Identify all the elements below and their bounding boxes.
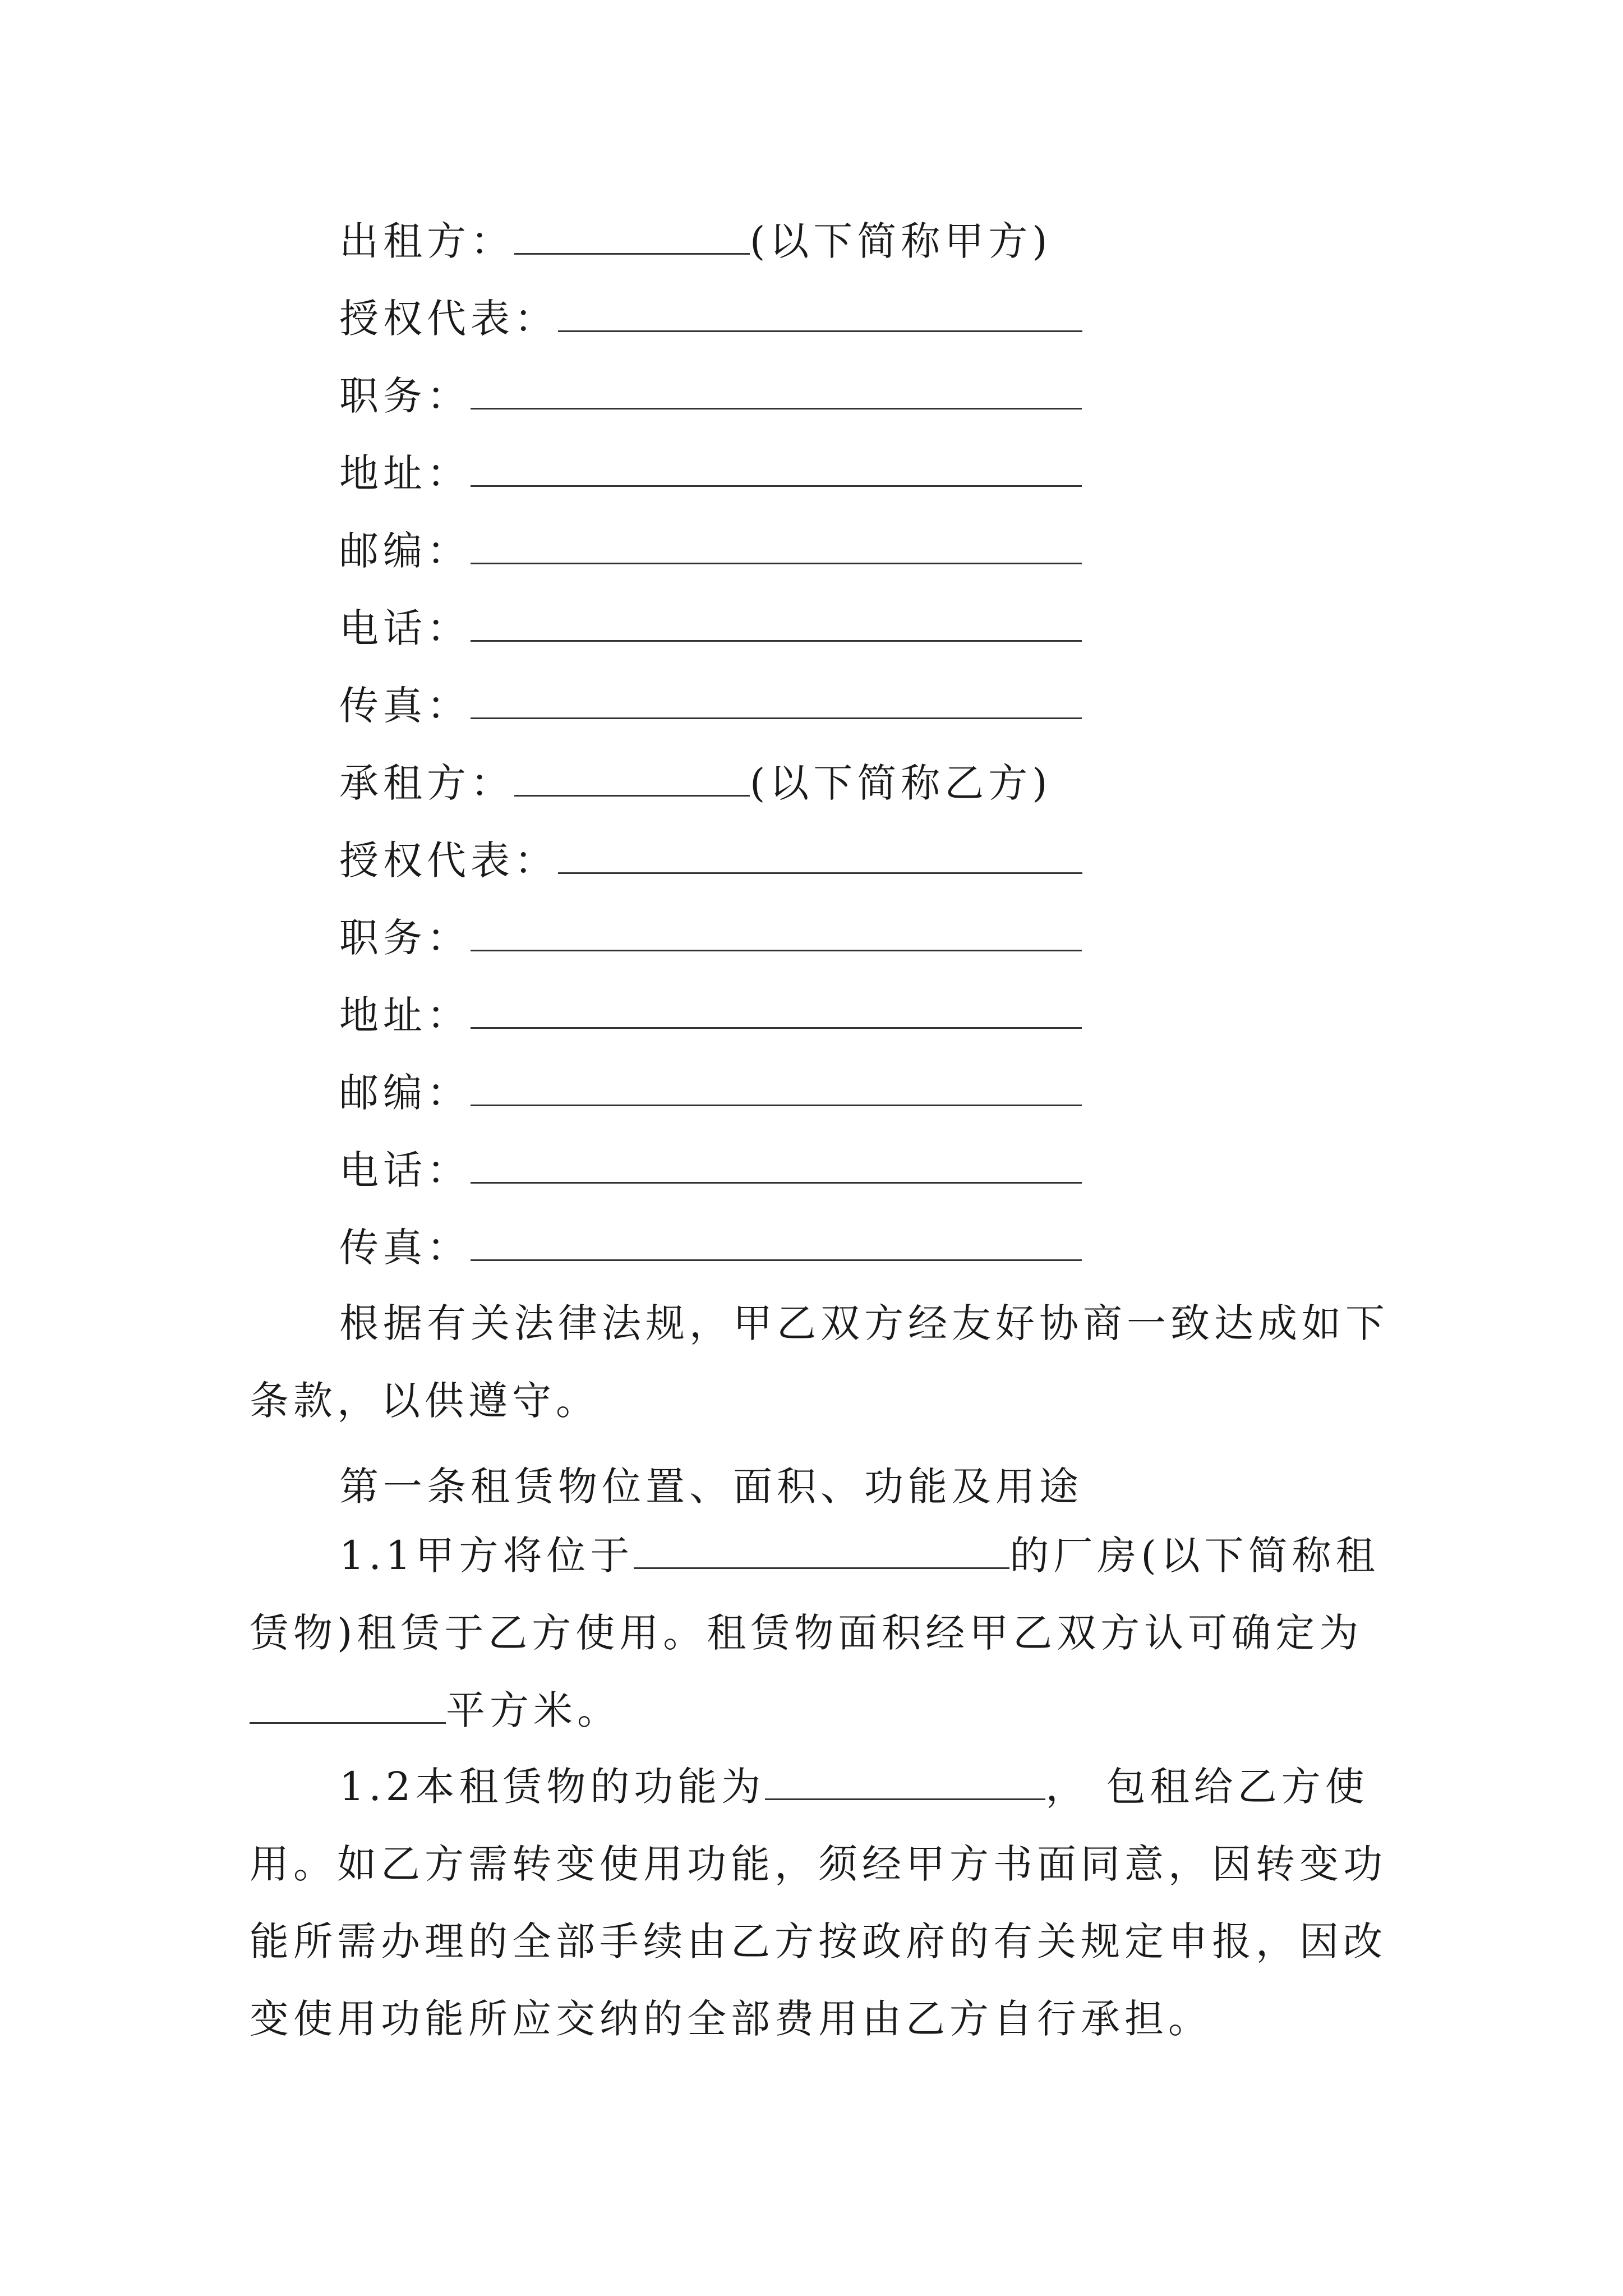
lessor-line — [339, 213, 1052, 269]
lessor-fax-line — [339, 678, 1082, 734]
lessee-name-blank[interactable] — [514, 761, 750, 797]
lessor-phone-line — [339, 600, 1082, 656]
clause-1-1-part3: 平方米。 — [446, 1687, 621, 1733]
field-label: 职务： — [339, 373, 471, 419]
lessor-name-blank[interactable] — [514, 219, 750, 255]
field-blank[interactable] — [471, 452, 1082, 487]
lessor-suffix: (以下简称甲方) — [750, 218, 1052, 264]
clause-1-1-part2: 的厂房(以下简称租赁物)租赁于乙方使用。租赁物面积经甲乙双方认可确定为 — [250, 1533, 1380, 1656]
field-label: 电话： — [339, 605, 471, 651]
lessee-postcode-line — [339, 1065, 1082, 1121]
field-blank[interactable] — [471, 529, 1082, 564]
lessee-representative-line — [339, 832, 1082, 889]
lessee-phone-line — [339, 1142, 1082, 1198]
intro-paragraph: 根据有关法律法规，甲乙双方经友好协商一致达成如下条款，以供遵守。 — [250, 1300, 1389, 1424]
area-blank[interactable] — [250, 1687, 446, 1724]
field-label: 授权代表： — [339, 838, 558, 884]
lessor-label: 出租方： — [339, 218, 514, 264]
field-label: 地址： — [339, 992, 471, 1038]
field-blank[interactable] — [471, 993, 1082, 1029]
lessee-suffix: (以下简称乙方) — [750, 760, 1052, 806]
clause-1-2-part1: 1.2本租赁物的功能为 — [339, 1764, 766, 1810]
field-label: 电话： — [339, 1147, 471, 1193]
lessor-position-line — [339, 368, 1082, 424]
field-label: 授权代表： — [339, 296, 558, 342]
field-blank[interactable] — [471, 606, 1082, 642]
field-blank[interactable] — [471, 1226, 1082, 1261]
field-label: 职务： — [339, 915, 471, 961]
field-label: 传真： — [339, 683, 471, 729]
field-blank[interactable] — [558, 839, 1082, 874]
field-label: 邮编： — [339, 528, 471, 574]
field-label: 邮编： — [339, 1070, 471, 1116]
location-blank[interactable] — [634, 1533, 1009, 1569]
field-blank[interactable] — [471, 374, 1082, 409]
lessee-position-line — [339, 910, 1082, 966]
lessee-fax-line — [339, 1220, 1082, 1276]
function-blank[interactable] — [765, 1764, 1045, 1800]
clause-1-1-part1: 1.1甲方将位于 — [339, 1533, 634, 1579]
lessee-address-line — [339, 987, 1082, 1043]
clause-1-1 — [250, 1517, 1394, 1749]
field-label: 传真： — [339, 1225, 471, 1271]
lessor-postcode-line — [339, 523, 1082, 579]
field-blank[interactable] — [471, 1148, 1082, 1184]
clause-1-2 — [250, 1748, 1394, 2058]
field-blank[interactable] — [471, 1071, 1082, 1106]
lessor-representative-line — [339, 291, 1082, 347]
clause-1-2-part2: ， 包租给乙方使用。如乙方需转变使用功能，须经甲方书面同意，因转变功能所需办理的全部手续由乙方按政府的有关规定申报，因改变使用功能所应交纳的全部费用由乙方自行承担。 — [250, 1764, 1387, 2042]
field-blank[interactable] — [471, 684, 1082, 719]
article-1-title: 第一条租赁物位置、面积、功能及用途 — [339, 1464, 1083, 1510]
field-label: 地址： — [339, 450, 471, 496]
lessor-address-line — [339, 445, 1082, 501]
lessee-line — [339, 755, 1052, 811]
lessee-label: 承租方： — [339, 760, 514, 806]
field-blank[interactable] — [471, 916, 1082, 951]
field-blank[interactable] — [558, 297, 1082, 332]
